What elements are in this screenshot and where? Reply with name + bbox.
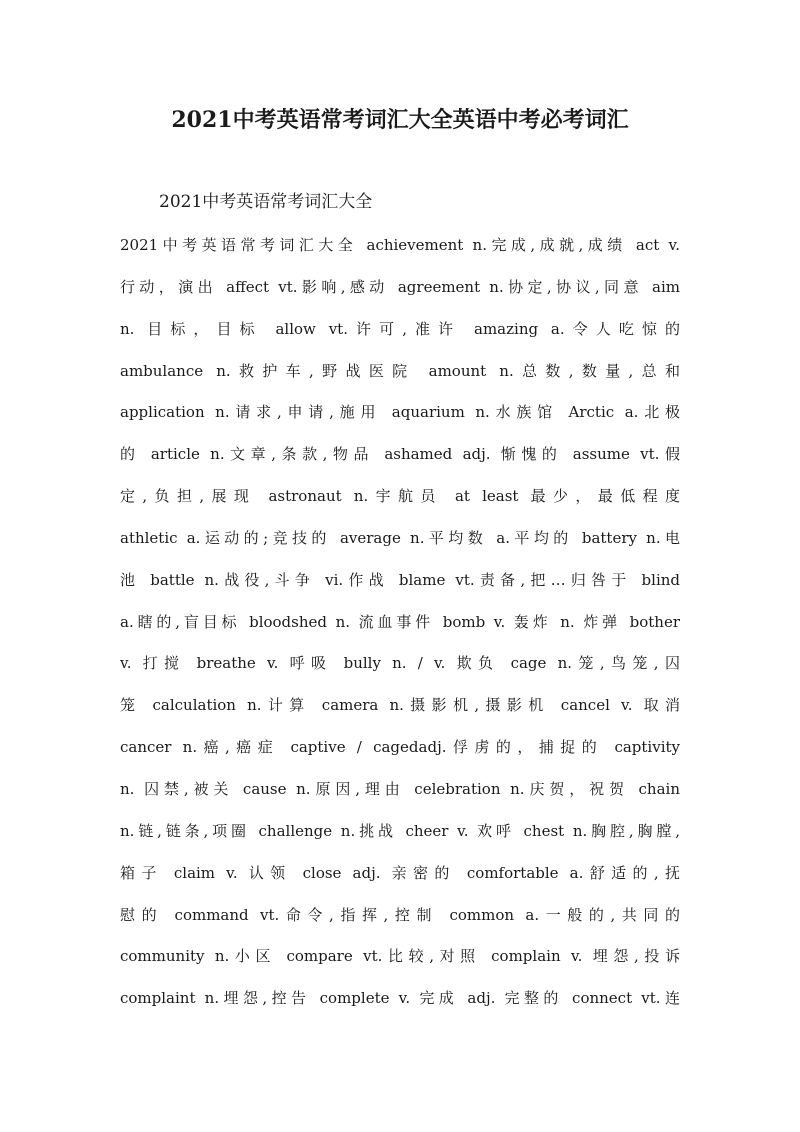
text-line: 慰的 command vt.命令,指挥,控制 common a.一般的,共同的 xyxy=(120,905,680,924)
vocabulary-body xyxy=(120,228,680,1023)
text-line: athletic a.运动的;竞技的 average n.平均数 a.平均的 battery n.电 xyxy=(120,528,680,547)
text-line: 箱子 claim v. 认领 close adj. 亲密的 comfortable a.舒适的,抚 xyxy=(120,863,680,882)
text-line: 行动，演出 affect vt.影响,感动 agreement n.协定,协议,同意 aim xyxy=(120,277,680,296)
text-line: 笼 calculation n.计算 camera n.摄影机,摄影机 cancel v. 取消 xyxy=(120,696,680,715)
document-title: 2021中考英语常考词汇大全英语中考必考词汇 xyxy=(171,107,629,133)
text-line: application n.请求,申请,施用 aquarium n.水族馆 Arctic a.北极 xyxy=(120,403,680,422)
text-line: n. 目标，目标 allow vt.许可,准许 amazing a.令人吃惊的 xyxy=(120,319,680,338)
document-subheading: 2021中考英语常考词汇大全 xyxy=(159,192,373,212)
text-line: a.瞎的,盲目标 bloodshed n. 流血事件 bomb v. 轰炸 n. 炸弹 bother xyxy=(120,612,680,631)
text-line: 的 article n.文章,条款,物品 ashamed adj. 惭愧的 assume vt.假 xyxy=(120,445,680,464)
text-line: cancer n.癌,癌症 captive / cagedadj.俘虏的，捕捉的 captivity xyxy=(120,738,680,757)
text-line: community n.小区 compare vt.比较,对照 complain v. 埋怨,投诉 xyxy=(120,947,680,966)
text-line: ambulance n.救护车,野战医院 amount n.总数,数量,总和 xyxy=(120,361,680,380)
text-line: v. 打搅 breathe v. 呼吸 bully n. / v. 欺负 cage n.笼,鸟笼,囚 xyxy=(120,654,680,673)
text-line: 池 battle n.战役,斗争 vi.作战 blame vt.责备,把…归咎于 blind xyxy=(120,570,680,589)
text-line: 2021中考英语常考词汇大全 achievement n.完成,成就,成绩 act v. xyxy=(120,236,680,254)
text-line: 定,负担,展现 astronaut n.宇航员 at least 最少，最低程度 xyxy=(120,487,680,506)
text-line: complaint n.埋怨,控告 complete v. 完成 adj. 完整的 connect vt.连 xyxy=(120,989,680,1008)
text-line: n.链,链条,项圈 challenge n.挑战 cheer v. 欢呼 chest n.胸腔,胸膛, xyxy=(120,821,680,840)
text-line: n. 囚禁,被关 cause n.原因,理由 celebration n.庆贺，祝贺 chain xyxy=(120,779,680,798)
